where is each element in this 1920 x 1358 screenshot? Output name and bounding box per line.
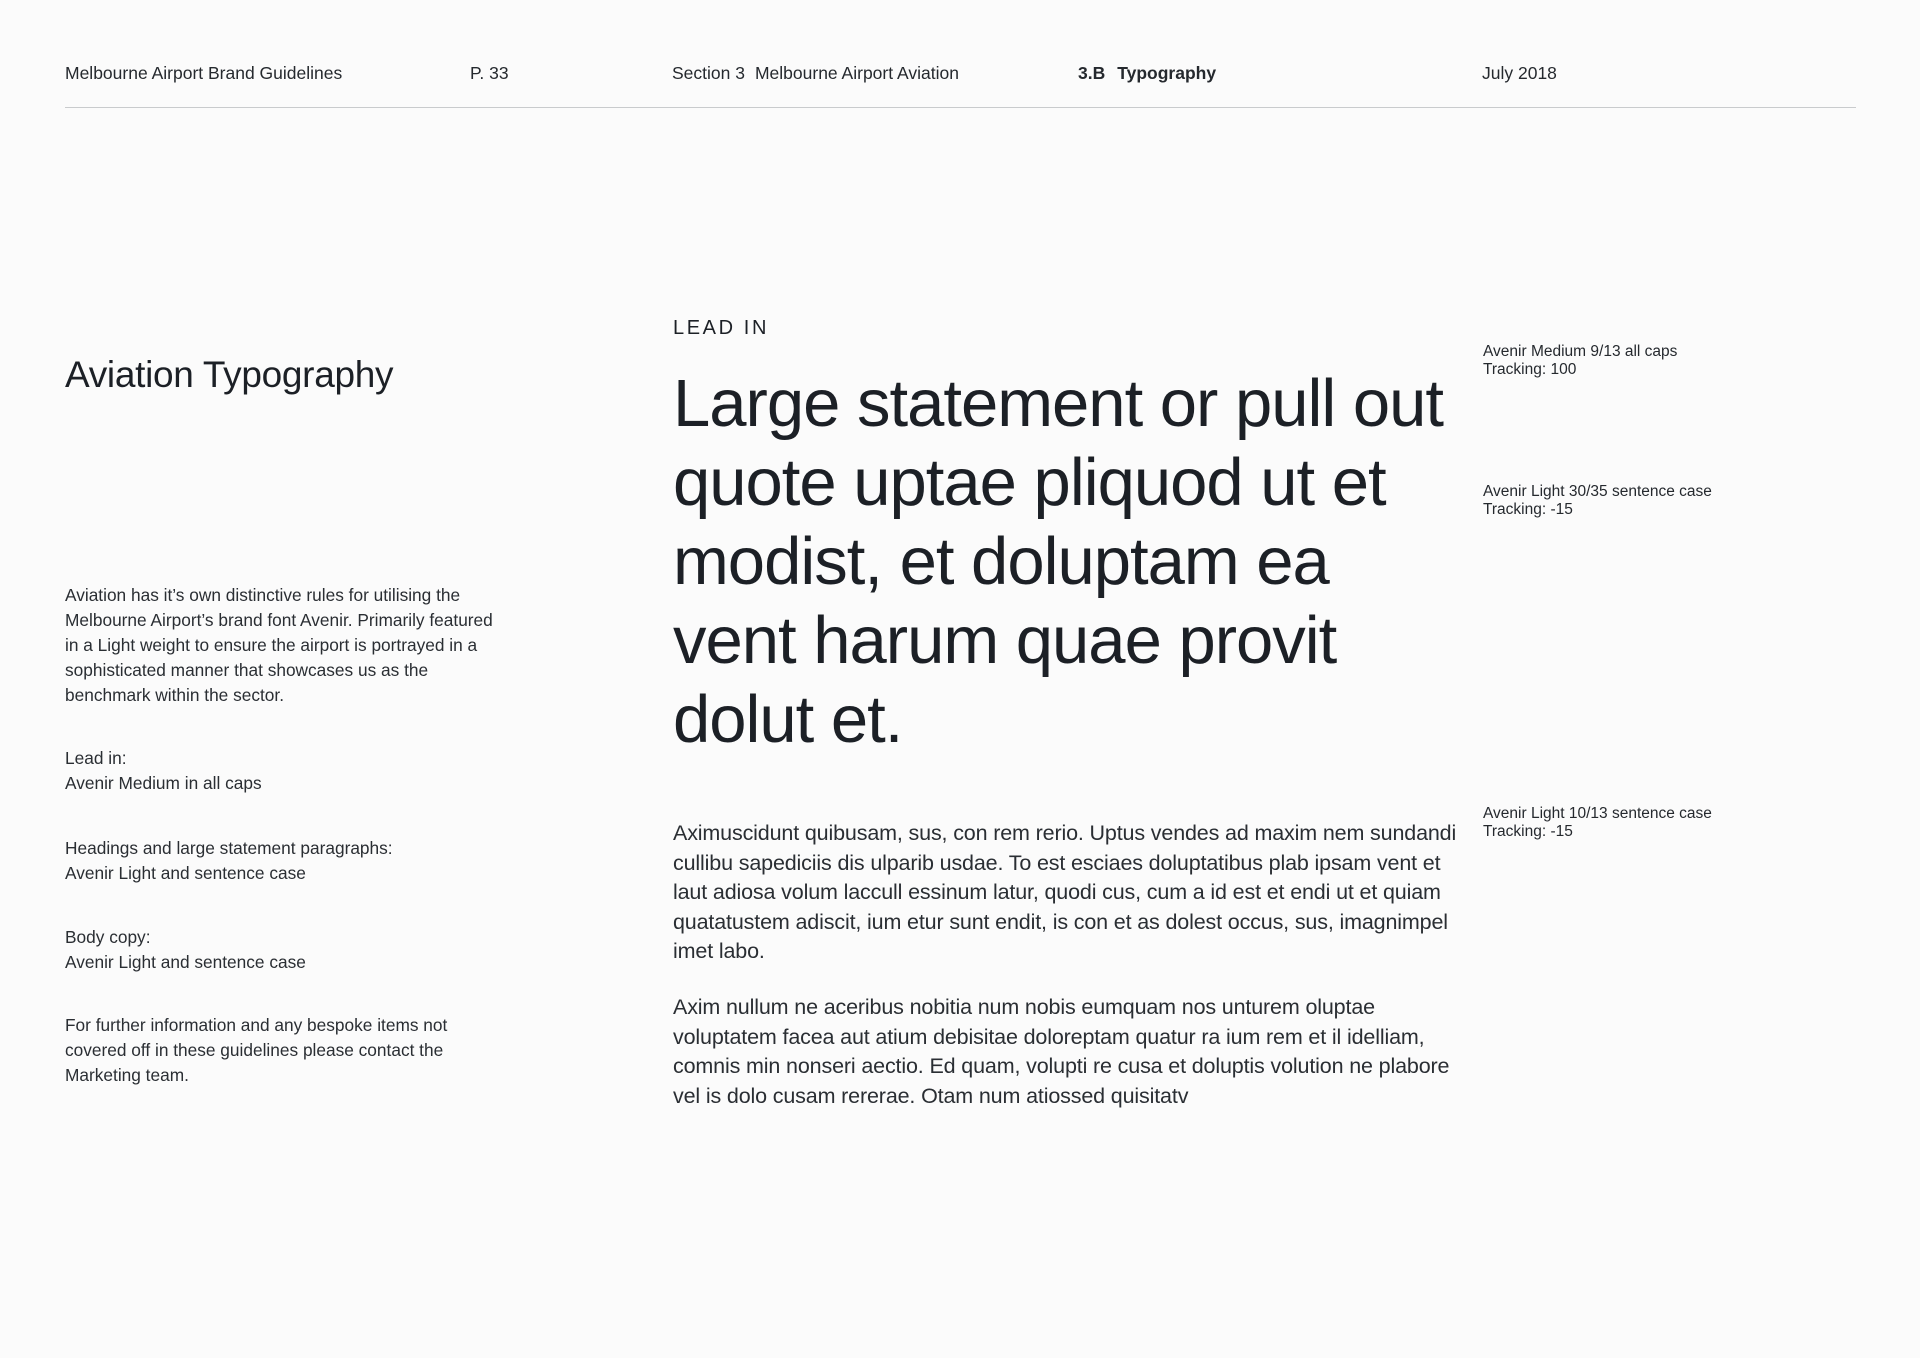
body-copy-paragraph: Aximuscidunt quibusam, sus, con rem rerio. Uptus vendes ad maxim nem sundandi cullibu sapediciis dis ulparib usdae. To est esciaes doluptatibus plab ipsam vent et laut adiosa volum laccull essinum latur, quodi cus, cum a id est et endi ut et quiam quatatustem adiscit, ium etur sunt endit, is con et as dolest occus, sus, imagnimpel imet labo.	[673, 821, 1457, 963]
spec-font: Avenir Light 30/35 sentence case	[1483, 483, 1712, 500]
headings-rule	[65, 836, 495, 886]
document-title: Melbourne Airport Brand Guidelines	[65, 63, 343, 83]
note-label: Lead in:	[65, 748, 127, 768]
section-label	[672, 62, 959, 84]
section-number: Section 3	[672, 63, 745, 83]
body-copy-rule	[65, 925, 495, 975]
subsection-name: Typography	[1117, 63, 1217, 83]
note-value: Avenir Medium in all caps	[65, 773, 262, 793]
spec-tracking: Tracking: -15	[1483, 823, 1573, 840]
large-statement-sample: Large statement or pull out quote uptae pliquod ut et modist, et doluptam ea vent harum quae provit dolut et.	[673, 366, 1444, 757]
note-value: Avenir Light and sentence case	[65, 952, 306, 972]
body-copy-spec	[1483, 805, 1712, 841]
note-label: Headings and large statement paragraphs:	[65, 838, 393, 858]
document-date: July 2018	[1482, 63, 1557, 83]
contact-note: For further information and any bespoke items not covered off in these guidelines please contact the Marketing team.	[65, 1015, 448, 1085]
subsection-number: 3.B	[1078, 63, 1106, 83]
note-value: Avenir Light and sentence case	[65, 863, 306, 883]
spec-tracking: Tracking: -15	[1483, 501, 1573, 518]
page-title: Aviation Typography	[65, 353, 394, 395]
lead-in-spec	[1483, 343, 1677, 379]
page-header	[65, 0, 1856, 108]
page-number: P. 33	[470, 63, 509, 83]
intro-paragraph: Aviation has it’s own distinctive rules for utilising the Melbourne Airport’s brand font Avenir. Primarily featured in a Light weight to ensure the airport is portrayed in a sophisticated manner that showcases us as the benchmark within the sector.	[65, 585, 493, 705]
note-label: Body copy:	[65, 927, 151, 947]
lead-in-sample: LEAD IN	[673, 317, 770, 339]
spec-tracking: Tracking: 100	[1483, 361, 1577, 378]
spec-font: Avenir Medium 9/13 all caps	[1483, 343, 1678, 360]
lead-in-rule	[65, 746, 495, 796]
body-copy-paragraph: Axim nullum ne aceribus nobitia num nobis eumquam nos unturem oluptae voluptatem facea aut atium debisitae doloreptam quatur ra ium rem et il idelliam, comnis min nonseri aectio. Ed quam, volupti re cusa et doluptis volution ne plabore vel is dolo cusam rererae. Otam num atiossed quisitatv	[673, 995, 1450, 1108]
subsection-label	[1078, 62, 1216, 84]
section-name: Melbourne Airport Aviation	[754, 63, 959, 83]
spec-font: Avenir Light 10/13 sentence case	[1483, 805, 1712, 822]
statement-spec	[1483, 483, 1712, 519]
